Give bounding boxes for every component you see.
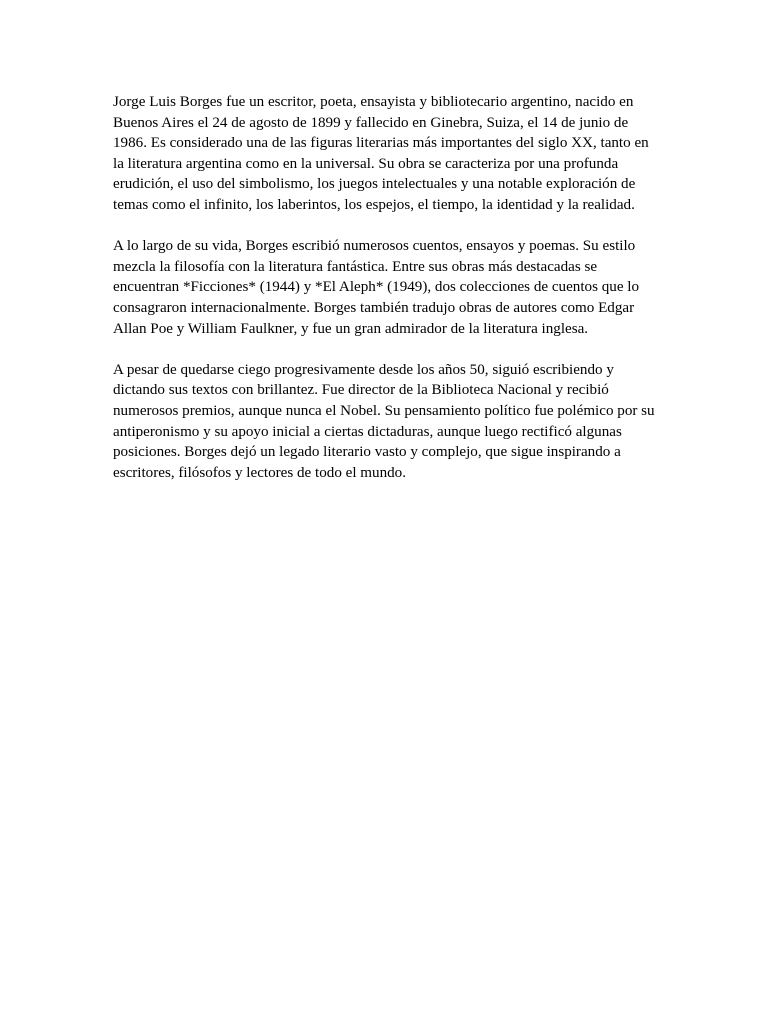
paragraph-2: A lo largo de su vida, Borges escribió numerosos cuentos, ensayos y poemas. Su estilo mezcla la filosofía con la literatura fantástica. Entre sus obras más destacadas se encuentran *Ficciones* (1944) y *El Aleph* (1949), dos colecciones de cuentos que lo consagraron internacionalmente. Borges también tradujo obras de autores como Edgar Allan Poe y William Faulkner, y fue un gran admirador de la literatura inglesa.: [113, 238, 640, 337]
paragraph-1: Jorge Luis Borges fue un escritor, poeta, ensayista y bibliotecario argentino, nacido en Buenos Aires el 24 de agosto de 1899 y fallecido en Ginebra, Suiza, el 14 de junio de 1986. Es considerado una de las figuras literarias más importantes del siglo XX, tanto en la literatura argentina como en la universal. Su obra se caracteriza por una profunda erudición, el uso del simbolismo, los juegos intelectuales y una notable exploración de temas como el infinito, los laberintos, los espejos, el tiempo, la identidad y la realidad.: [113, 94, 649, 213]
paragraph-3: A pesar de quedarse ciego progresivamente desde los años 50, siguió escribiendo y dictando sus textos con brillantez. Fue director de la Biblioteca Nacional y recibió numerosos premios, aunque nunca el Nobel. Su pensamiento político fue polémico por su antiperonismo y su apoyo inicial a ciertas dictaduras, aunque luego rectificó algunas posiciones. Borges dejó un legado literario vasto y complejo, que sigue inspirando a escritores, filósofos y lectores de todo el mundo.: [113, 361, 655, 481]
document-body: [113, 92, 658, 504]
